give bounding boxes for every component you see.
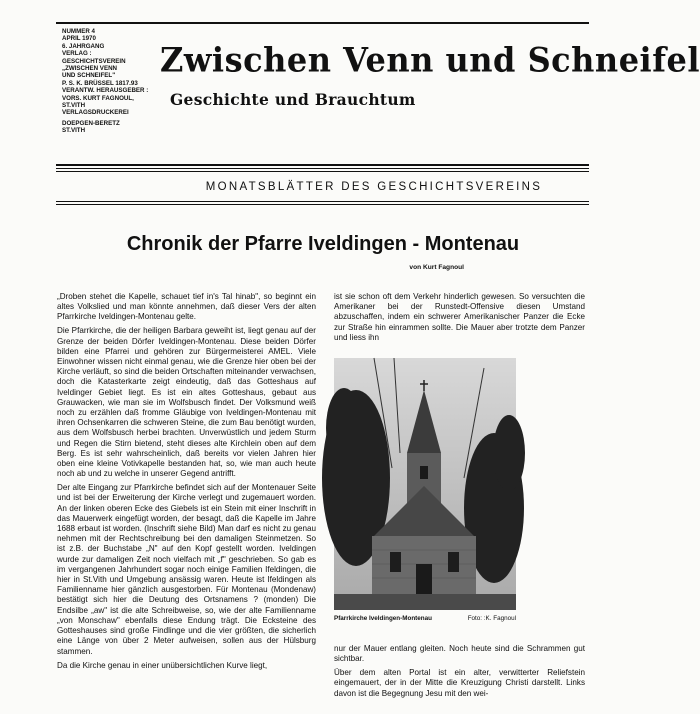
masthead-subtitle: Geschichte und Brauchtum	[170, 90, 416, 109]
byline: von Kurt Fagnoul	[409, 264, 464, 271]
postal-account: P. S. K. BRÜSSEL 1817.93	[62, 79, 138, 87]
issue-date: APRIL 1970	[62, 35, 96, 43]
paragraph: ist sie schon oft dem Verkehr hinderlich gewesen. So versuchten die Amerikaner bei der Runstedt-Offensive diesen Umstand abzuschaffen, indem ein schwerer Amerikanischer Panzer die Ecke zur Straße hin einrammen sollte. Die Mauer aber trotzte dem Panzer und liess ihn	[334, 292, 585, 342]
right-column-top	[334, 292, 585, 347]
paragraph: Die Pfarrkirche, die der heiligen Barbara geweiht ist, liegt genau auf der Grenze der beiden Dörfer Iveldingen-Montenau. Diese beiden Dörfer bilden eine Pfarrei und gehören zur Bürgermeisterei AMEL. Viele Einwohner wissen nicht einmal genau, wie die Grenze hier oben bei der Kirche verläuft, so sind die beiden Ortschaften miteinander verwachsen, doch die Katasterkarte zeigt eindeutig, daß das Gotteshaus auf Iveldinger Gebiet liegt. Es ist ein altes Gotteshaus, gebaut aus Grauwacken, wie man sie im Wolfsbusch findet. Der Volksmund weiß noch zu erzählen daß fromme Gläubige von Iveldingen-Montenau mit ihren Ochsenkarren die schweren Steine, die zum Bau benötigt wurden, aus dem Wolfsbusch herbei brachten. Unverwüstlich und jedem Sturm und Regen die Stirn bietend, steht dieses alte Kirchlein oben auf dem Berg. Es ist sehr wahrscheinlich, daß bereits vor vielen Jahren hier oben eine kleine Votivkapelle bestanden hat, so, wie man auch heute noch ab und zu welche in unserer Gegend antrifft.	[57, 326, 316, 479]
masthead-rule-2	[56, 168, 589, 169]
paragraph: nur der Mauer entlang gleiten. Noch heute sind die Schrammen gut sichtbar.	[334, 644, 585, 664]
masthead-title: Zwischen Venn und Schneifel	[160, 40, 700, 80]
printer-label: VERLAGSDRUCKEREI	[62, 109, 129, 117]
right-column-bottom	[334, 644, 585, 703]
publication-info	[62, 28, 162, 134]
paragraph: Über dem alten Portal ist ein alter, verwitterter Reliefstein eingemauert, der in der Mitte die Kreuzigung Christi darstellt. Links davon ist die Begegnung Jesu mit den wei-	[334, 668, 585, 698]
issue-number: NUMMER 4	[62, 28, 96, 35]
publisher-label: VERLAG :	[62, 50, 92, 58]
editor-label: VERANTW. HERAUSGEBER :	[62, 87, 149, 95]
church-photo	[334, 358, 516, 610]
banner-rule-1	[56, 201, 589, 202]
article-title: Chronik der Pfarre Iveldingen - Montenau	[126, 233, 520, 255]
volume: 6. JAHRGANG	[62, 42, 105, 50]
photo-credit: Foto: :K. Fagnoul	[467, 615, 516, 622]
editor-place: ST.VITH	[62, 101, 86, 109]
caption-text: Pfarrkirche Iveldingen-Montenau	[334, 615, 432, 622]
printer-name: DOEPGEN-BERETZ	[62, 119, 120, 127]
publisher-line-3: UND SCHNEIFEL"	[62, 72, 116, 80]
publisher-line-1: GESCHICHTSVEREIN	[62, 57, 126, 65]
banner-rule-2	[56, 204, 589, 205]
monthly-banner: MONATSBLÄTTER DES GESCHICHTSVEREINS	[205, 181, 543, 193]
printer-place: ST.VITH	[62, 127, 86, 135]
editor-name: VORS. KURT FAGNOUL,	[62, 94, 134, 102]
paragraph: Da die Kirche genau in einer unübersichtlichen Kurve liegt,	[57, 660, 268, 670]
photo-caption	[334, 615, 516, 623]
paragraph: „Droben stehet die Kapelle, schauet tief in's Tal hinab", so beginnt ein altes Volkslied und man könnte annehmen, daß dieser Vers der alten Pfarrkirche Iveldingen-Montenau gelte.	[57, 292, 316, 322]
left-column	[57, 292, 316, 675]
publisher-line-2: „ZWISCHEN VENN	[62, 64, 118, 72]
top-rule	[56, 22, 589, 24]
paragraph: Der alte Eingang zur Pfarrkirche befindet sich auf der Montenauer Seite und ist bei der Erweiterung der Kirche verlegt und zugemauert worden. An der linken oberen Ecke des Giebels ist ein Stein mit einer Inschrift in das Mauerwerk eingefügt worden, der besagt, daß die Kapelle im Jahre 1688 erbaut ist worden. (Inschrift siehe Bild) Man darf es nicht zu genau nehmen mit der Rechtschreibung bei den damaligen Steinmetzen. So ist z.B. der Buchstabe „N" auf den Kopf gestellt worden. Iveldingen wurde zur damaligen Zeit noch vielfach mit „f" geschrieben. So gab es im vergangenen Jahrhundert sogar noch einige Familien Ifeldingen, die hier in St.Vith und Umgebung ansässig waren. Heute ist Ifeldingen als Familienname hier gänzlich ausgestorben. Für Montenau (Mondenaw) bestätigt sich hier die Deutung des Ortsnamens ? (monden) Die Endsilbe „aw" ist die alte Schreibweise, so, wie der alte Familienname „von Monschaw" ebenfalls diese Endung trägt. Die Ecksteine des Gotteshauses sind große Findlinge und die vier größten, die sicherlich eine Länge von über 2 Meter aufweisen, sollen aus der Hülsburg stammen.	[57, 483, 316, 656]
masthead-rule-3	[56, 171, 589, 172]
masthead-rule-1	[56, 164, 589, 166]
